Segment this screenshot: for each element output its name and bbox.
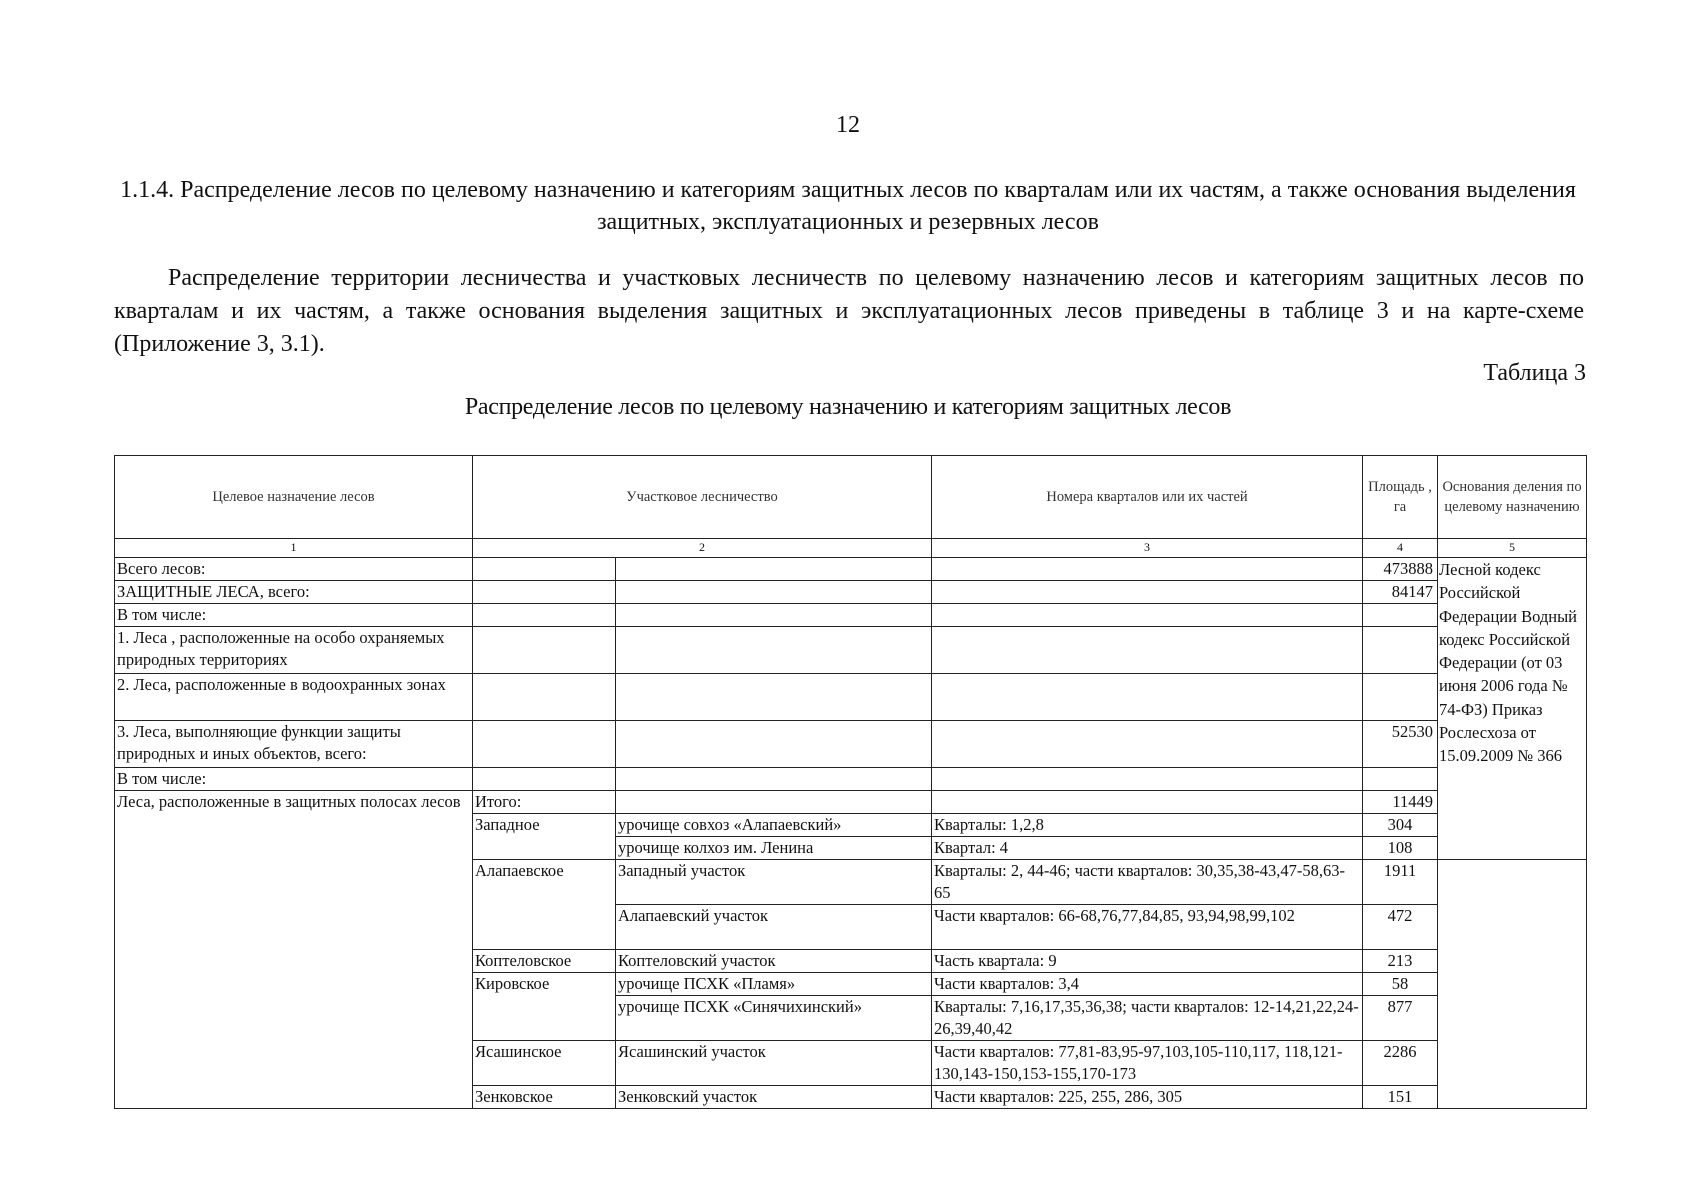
district-name: Западное (473, 814, 616, 860)
table-row (115, 558, 1587, 581)
row-area: 58 (1363, 973, 1438, 996)
page-number: 12 (836, 112, 860, 138)
total-label: Итого: (473, 791, 616, 814)
district-name: Алапаевское (473, 860, 616, 950)
district-name: Кировское (473, 973, 616, 1041)
row-area: 1911 (1363, 860, 1438, 905)
site-name: Ясашинский участок (616, 1041, 932, 1086)
site-name: Алапаевский участок (616, 905, 932, 950)
quarters: Часть квартала: 9 (932, 950, 1363, 973)
row-purpose: 2. Леса, расположенные в водоохранных зонах (115, 674, 473, 721)
row-area: 472 (1363, 905, 1438, 950)
table-row (115, 627, 1587, 674)
row-area: 108 (1363, 837, 1438, 860)
header-purpose: Целевое назначение лесов (115, 456, 473, 539)
site-name: Зенковский участок (616, 1086, 932, 1109)
quarters: Части кварталов: 77,81-83,95-97,103,105-110,117, 118,121-130,143-150,153-155,170-173 (932, 1041, 1363, 1086)
intro-paragraph: Распределение территории лесничества и участковых лесничеств по целевому назначению лесов и категориям защитных лесов по кварталам и их частям, а также основания выделения защитных и эксплуатационных лесов приведены в таблице 3 и на карте-схеме (Приложение 3, 3.1). (114, 265, 1584, 357)
row-area (1363, 768, 1438, 791)
district-name: Зенковское (473, 1086, 616, 1109)
row-area: 151 (1363, 1086, 1438, 1109)
district-name: Коптеловское (473, 950, 616, 973)
row-area: 877 (1363, 996, 1438, 1041)
row-purpose: ЗАЩИТНЫЕ ЛЕСА, всего: (115, 581, 473, 604)
row-area: 473888 (1363, 558, 1438, 581)
table-row (115, 721, 1587, 768)
row-purpose: В том числе: (115, 604, 473, 627)
row-purpose: 1. Леса , расположенные на особо охраняемых природных территориях (115, 627, 473, 674)
row-purpose: 3. Леса, выполняющие функции защиты природных и иных объектов, всего: (115, 721, 473, 768)
header-district: Участковое лесничество (473, 456, 932, 539)
quarters: Квартал: 4 (932, 837, 1363, 860)
table-row (115, 581, 1587, 604)
table-label: Таблица 3 (1483, 360, 1586, 386)
column-number: 4 (1363, 539, 1438, 558)
table-row (115, 604, 1587, 627)
table-header-row (115, 456, 1587, 539)
section-heading: 1.1.4. Распределение лесов по целевому назначению и категориям защитных лесов по кварталам или их частям, а также основания выделения защитных, эксплуатационных и резервных лесов (120, 177, 1576, 235)
site-name: урочище колхоз им. Ленина (616, 837, 932, 860)
column-number-row (115, 539, 1587, 558)
site-name: урочище ПСХК «Синячихинский» (616, 996, 932, 1041)
row-purpose: Всего лесов: (115, 558, 473, 581)
table-row (115, 674, 1587, 721)
quarters: Кварталы: 1,2,8 (932, 814, 1363, 837)
table-caption: Распределение лесов по целевому назначению и категориям защитных лесов (464, 394, 1232, 420)
row-purpose: Леса, расположенные в защитных полосах лесов (115, 791, 473, 1109)
quarters: Части кварталов: 3,4 (932, 973, 1363, 996)
header-area: Площадь , га (1363, 456, 1438, 539)
column-number: 3 (932, 539, 1363, 558)
table-row (115, 768, 1587, 791)
site-name: Коптеловский участок (616, 950, 932, 973)
header-quarters: Номера кварталов или их частей (932, 456, 1363, 539)
row-area: 84147 (1363, 581, 1438, 604)
quarters: Части кварталов: 225, 255, 286, 305 (932, 1086, 1363, 1109)
quarters: Кварталы: 2, 44-46; части кварталов: 30,35,38-43,47-58,63-65 (932, 860, 1363, 905)
total-area: 11449 (1363, 791, 1438, 814)
row-area: 2286 (1363, 1041, 1438, 1086)
quarters: Кварталы: 7,16,17,35,36,38; части кварталов: 12-14,21,22,24-26,39,40,42 (932, 996, 1363, 1041)
row-area (1363, 627, 1438, 674)
column-number: 1 (115, 539, 473, 558)
column-number: 5 (1438, 539, 1587, 558)
quarters: Части кварталов: 66-68,76,77,84,85, 93,94,98,99,102 (932, 905, 1363, 950)
table-row (115, 791, 1587, 814)
row-area: 213 (1363, 950, 1438, 973)
row-area: 52530 (1363, 721, 1438, 768)
basis-text: Лесной кодекс Российской Федерации Водный кодекс Российской Федерации (от 03 июня 2006 года № 74-ФЗ) Приказ Рослесхоза от 15.09.2009 № 366 (1438, 558, 1587, 860)
district-name: Ясашинское (473, 1041, 616, 1086)
row-area (1363, 604, 1438, 627)
row-purpose: В том числе: (115, 768, 473, 791)
site-name: урочище совхоз «Алапаевский» (616, 814, 932, 837)
forest-distribution-table (114, 455, 1587, 1109)
header-basis: Основания деления по целевому назначению (1438, 456, 1587, 539)
row-area (1363, 674, 1438, 721)
column-number: 2 (473, 539, 932, 558)
site-name: урочище ПСХК «Пламя» (616, 973, 932, 996)
site-name: Западный участок (616, 860, 932, 905)
row-area: 304 (1363, 814, 1438, 837)
